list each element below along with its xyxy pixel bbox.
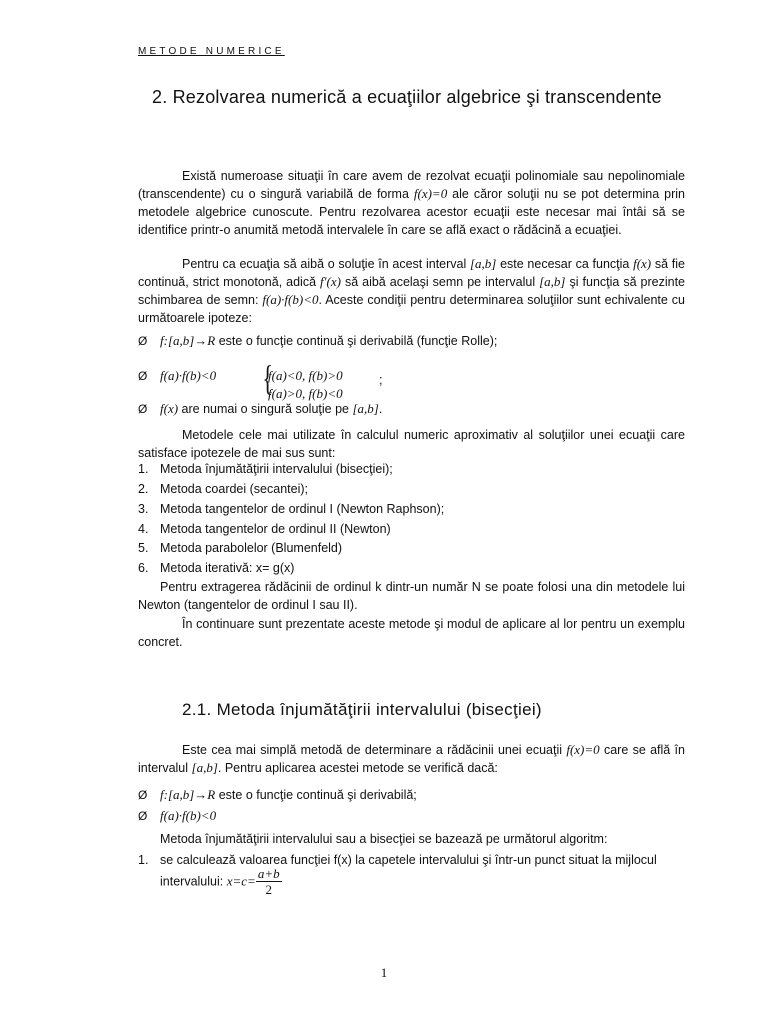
text: este o funcţie continuă şi derivabilă; [218, 788, 417, 802]
hypothesis-3 [138, 400, 685, 418]
function-fx: f(x) [160, 401, 179, 416]
item-text: Metoda tangentelor de ordinul I (Newton Raphson); [160, 502, 445, 516]
text: este o funcţie continuă şi derivabilă (funcţie Rolle); [218, 334, 498, 348]
section-heading: 2.1. Metoda înjumătăţirii intervalului (bisecţiei) [182, 700, 542, 719]
newton-note: Pentru extragerea rădăcinii de ordinul k dintr-un număr N se poate folosi una din metodele lui Newton (tangentelor de ordinul I sau II). [138, 580, 685, 612]
text: se calculează valoarea funcţiei f(x) la capetele intervalului şi într-un punct situat la mijlocul [160, 853, 657, 867]
item-number: 6. [138, 561, 149, 575]
algorithm-intro: Metoda înjumătăţirii intervalului sau a bisecţiei se bazează pe următorul algoritm: [160, 832, 608, 846]
item-text: Metoda iterativă: x= g(x) [160, 561, 295, 575]
bullet-icon: Ø [138, 334, 148, 348]
running-header: METODE NUMERICE [138, 46, 285, 57]
equation-fx-zero: f(x)=0 [566, 742, 600, 757]
item-number: 1. [138, 462, 149, 476]
text: . [378, 402, 383, 416]
condition-1 [138, 786, 685, 804]
fraction-numerator: a+b [257, 866, 280, 881]
text: să aibă acelaşi semn pe intervalul [344, 275, 536, 289]
algorithm-step-1-formula [160, 866, 282, 902]
sign-change-condition: f(a)·f(b)<0 [160, 368, 217, 383]
system-row: f(a)<0, f(b)>0 [268, 368, 343, 383]
brace-icon: { [262, 358, 273, 398]
list-item [138, 462, 685, 482]
text: are numai o singură soluţie pe [181, 402, 349, 416]
intro-paragraph-1 [138, 167, 685, 239]
item-number: 1. [138, 853, 149, 867]
fraction-denominator: 2 [265, 882, 272, 897]
interval-ab: [a,b] [539, 274, 566, 289]
derivative-fx: f′(x) [320, 274, 341, 289]
list-item [138, 502, 685, 522]
list-item [138, 541, 685, 561]
text: este necesar ca funcţia [500, 257, 630, 271]
text: Pentru ca ecuaţia să aibă o soluţie în acest interval [182, 257, 467, 271]
chapter-title: 2. Rezolvarea numerică a ecuaţiilor algebrice şi transcendente [152, 87, 662, 107]
intro-text: Există numeroase situaţii în care avem de rezolvat ecuaţii polinomiale sau nepolinomiale (transcendente) cu o singură variabilă de forma [138, 169, 685, 201]
text: să fie continuă, strict monotonă, adică [138, 257, 685, 289]
condition-system [268, 367, 343, 403]
function-domain: f:[a,b]→R [160, 787, 216, 802]
bullet-icon: Ø [138, 788, 148, 802]
text: care se [603, 743, 646, 757]
continue-note: În continuare sunt prezentate aceste metode şi modul de aplicare al lor pentru un exemplu concret. [138, 617, 685, 649]
item-text: Metoda coardei (secantei); [160, 482, 308, 496]
list-item [138, 522, 685, 541]
bullet-icon: Ø [138, 809, 148, 823]
sign-change-condition: f(a)·f(b)<0 [262, 292, 319, 307]
hypothesis-2 [138, 358, 685, 403]
item-text: Metoda înjumătăţirii intervalului (bisecţiei); [160, 462, 393, 476]
item-number: 2. [138, 482, 149, 496]
text: . Aceste condiţii pentru determinarea soluţiilor sunt echivalente cu următoarele ipoteze: [138, 293, 685, 325]
bullet-icon: Ø [138, 369, 148, 383]
item-text: Metoda tangentelor de ordinul II (Newton) [160, 522, 391, 536]
text: ; [379, 373, 383, 387]
methods-list [138, 462, 685, 579]
interval-ab: [a,b] [352, 401, 379, 416]
interval-ab: [a,b] [470, 256, 497, 271]
intro-text: ale căror soluţii nu se pot determina prin metodele algebrice cunoscute. Pentru rezolvarea acestor ecuaţii este necesar mai întâi să se identifice printr-o anumită metodă intervalele în care se află exact o rădăcină a ecuaţiei. [138, 187, 685, 237]
item-number: 5. [138, 541, 149, 555]
midpoint-equation: x=c= [226, 873, 256, 889]
methods-intro: Metodele cele mai utilizate în calculul numeric aproximativ al soluţiilor unei ecuaţii care satisface ipotezele de mai sus sunt: [138, 428, 685, 460]
section-paragraph-1 [138, 741, 685, 777]
sign-change-condition: f(a)·f(b)<0 [160, 808, 217, 823]
item-text: Metoda parabolelor (Blumenfeld) [160, 541, 343, 555]
text: Este cea mai simplă metodă de determinare a rădăcinii unei ecuaţii [182, 743, 563, 757]
list-item [138, 561, 685, 579]
system-row: f(a)>0, f(b)<0 [268, 386, 343, 401]
function-fx: f(x) [633, 256, 652, 271]
list-item [138, 482, 685, 502]
page-number: 1 [380, 965, 388, 980]
intro-paragraph-2 [138, 255, 685, 327]
text: şi funcţia să prezinte schimbarea de semn: [138, 275, 685, 307]
bullet-icon: Ø [138, 402, 148, 416]
item-number: 4. [138, 522, 149, 536]
text: intervalului: [160, 874, 224, 889]
equation-fx-zero: f(x)=0 [413, 186, 448, 201]
text: află în intervalul [138, 743, 685, 775]
item-number: 3. [138, 502, 149, 516]
midpoint-fraction [256, 866, 282, 897]
text: . Pentru aplicarea acestei metode se verifică dacă: [217, 761, 498, 775]
hypothesis-1 [138, 332, 685, 350]
interval-ab: [a,b] [191, 760, 218, 775]
function-domain: f:[a,b]→R [160, 333, 216, 348]
condition-2 [138, 807, 685, 825]
